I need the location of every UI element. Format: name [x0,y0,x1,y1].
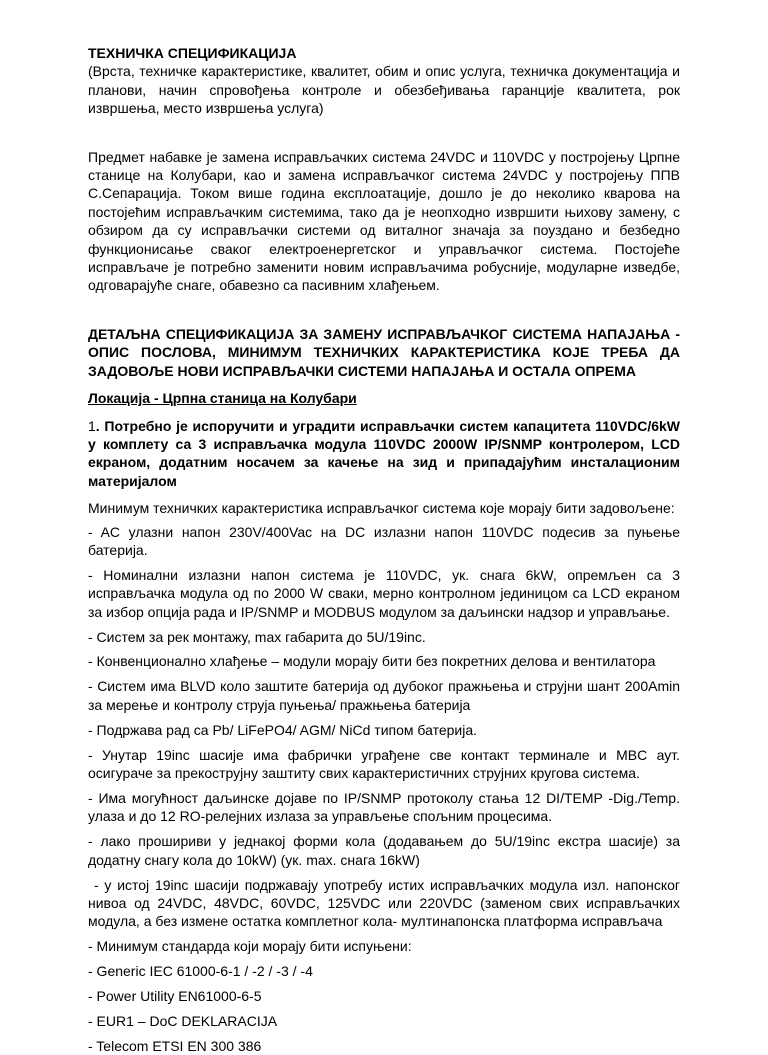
bullet-item: - AC улазни напон 230V/400Vac на DC излазни напон 110VDC подесив за пуњење батерија. [88,523,680,558]
location-heading: Локација - Црпна станица на Колубари [88,390,357,407]
intro-paragraph: Предмет набавке је замена исправљачких система 24VDC и 110VDC у постројењу Црпне станице на Колубари, као и замена исправљачког система 24VDC у постројењу ППВ С.Сепарација. Током више година експлоатације, дошло је до неколико кварова на постојећим исправљачким системима, тако да је неопходно извршити њихову замену, с обзиром да су исправљачки системи од виталног значаја за поуздано и безбедно функционисање сваког електроенергетског и управљачког система. Постојеће исправљаче је потребно заменити новим исправљачима робусније, модуларне изведбе, одговарајуће снаге, обавезно са пасивним хлађењем. [88,148,680,294]
standard-item: - Generic IEC 61000-6-1 / -2 / -3 / -4 [88,963,313,980]
bullet-item: - Систем има BLVD коло заштите батерија од дубоког пражњења и струјни шант 200Amin за мерење и контролу струја пуњења/ пражњења батерија [88,678,680,713]
bullet-item: - Номинални излазни напон система је 110VDC, ук. снага 6kW, опремљен са 3 исправљачка модула од по 2000 W сваки, мерно контролном јединицом са LCD екраном за избор опција рада и IP/SNMP и MODBUS модулом за даљински надзор и управљање. [88,566,680,620]
item-1-number: 1 [88,417,96,434]
standard-item: - Telecom ETSI EN 300 386 [88,1037,262,1054]
bullet-item: - Конвенционално хлађење – модули морају бити без покретних делова и вентилатора [88,653,656,670]
bullet-item: - Унутар 19inc шасије има фабрички уграђене све контакт терминале и MBC аут. осигураче за прекострујну заштиту свих карактеристичних струјних кругова система. [88,746,680,781]
standard-item: - Power Utility EN61000-6-5 [88,988,262,1005]
standard-item: - EUR1 – DoC DEKLARACIJA [88,1012,278,1029]
spec-subtitle: (Врста, техничке карактеристике, квалитет, обим и опис услуга, техничка документација и планови, начин спровођења контроле и обезбеђивања гаранције квалитета, рок извршења, место извршења услуга) [88,63,680,117]
bullet-item: - лако прошириви у једнакој форми кола (додавањем до 5U/19inc екстра шасије) за додатну снагу кола до 10kW) (ук. max. снага 16kW) [88,833,680,868]
bullet-item: - Систем за рек монтажу, max габарита до 5U/19inc. [88,628,426,645]
bullet-item: - Има могућност даљинске дојаве по IP/SNMP протоколу стања 12 DI/TEMP -Dig./Temp. улаза и до 12 RO-релејних излаза за управљење спољним процесима. [88,789,680,825]
standards-title: - Минимум стандарда који морају бити испуњени: [88,938,412,955]
item-1 [88,417,680,491]
min-characteristics-title: Минимум техничких карактеристика исправљачког система које морају бити задовољене: [88,500,675,517]
bullet-item: - у истој 19inc шасији подржавају употребу истих исправљачких модула изл. напонског нивоа од 24VDC, 48VDC, 60VDC, 125VDC или 220VDC (заменом свих исправљачких модула, а без измене остатка комплетног кола- мултинапонска платформа исправљача [88,876,680,930]
detail-title: ДЕТАЉНА СПЕЦИФИКАЦИЈА ЗА ЗАМЕНУ ИСПРАВЉАЧКОГ СИСТЕМА НАПАЈАЊА - ОПИС ПОСЛОВА, МИНИМУМ ТЕХНИЧКИХ КАРАКТЕРИСТИКА КОЈЕ ТРЕБА ДА ЗАДОВОЉЕ НОВИ ИСПРАВЉАЧКИ СИСТЕМИ НАПАЈАЊА И ОСТАЛА ОПРЕМА [88,325,680,379]
item-1-text: . Потребно је испоручити и уградити исправљачки систем капацитета 110VDC/6kW у комплету са 3 исправљачка модула 110VDC 2000W IP/SNMP контролером, LCD екраном, додатним носачем за качење на зид и припадајућим инсталационим материјалом [88,417,680,489]
bullet-item: - Подржава рад са Pb/ LiFePO4/ AGM/ NiCd типом батерија. [88,721,478,738]
document-page [88,44,680,1055]
spec-title: ТЕХНИЧКА СПЕЦИФИКАЦИЈА [88,45,297,61]
